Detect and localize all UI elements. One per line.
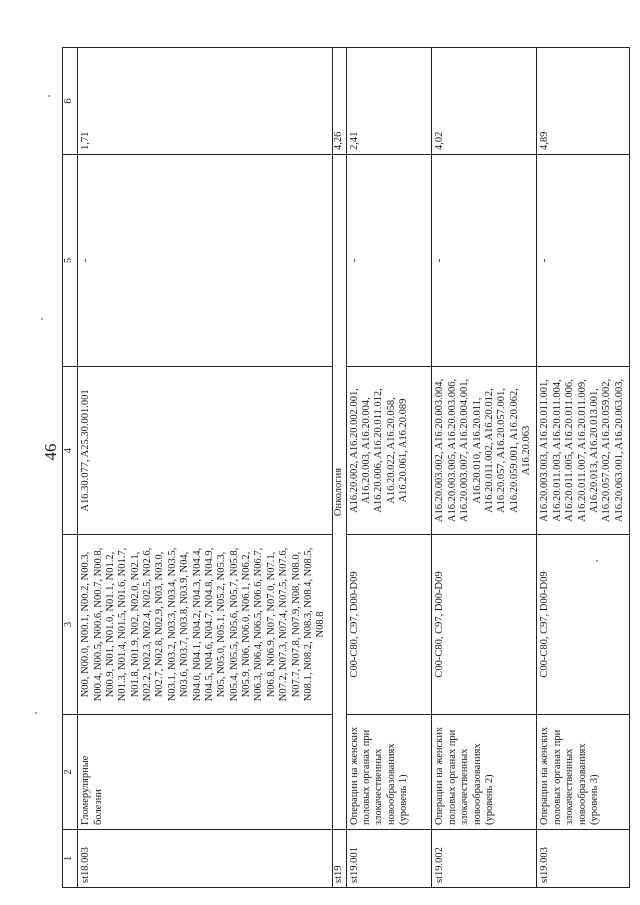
row-coefficient: 4,89	[537, 48, 630, 155]
header-col-1: 1	[63, 830, 78, 888]
row-name: Операции на женских половых органах при злокачественных новообразованиях (уровень 2)	[432, 715, 537, 830]
row-coefficient: 2,41	[346, 48, 432, 155]
header-col-3: 3	[63, 535, 78, 715]
row-coefficient: 4,02	[432, 48, 537, 155]
page-number	[40, 434, 62, 470]
row-code: st19.002	[432, 830, 537, 888]
row-col5: -	[432, 155, 537, 367]
table-row	[78, 48, 333, 888]
row-services: A16.20.003.002, A16.20.003.004, A16.20.003.005, A16.20.003.006, A16.20.003.007, A16.20.004.001, A16.20.010, A16.20.011, A16.20.011.002, A16.20.012, A16.20.057, A16.20.057.001, A16.20.059.001, A16.20.062, A16.20.063	[432, 367, 537, 535]
table-row	[432, 48, 537, 888]
row-code: st18.003	[78, 830, 333, 888]
header-col-5: 5	[63, 155, 78, 367]
rotated-table-container	[62, 48, 630, 888]
header-col-6: 6	[63, 48, 78, 155]
scan-speck	[48, 95, 50, 97]
section-row	[333, 48, 347, 888]
header-col-4: 4	[63, 367, 78, 535]
row-code: st19.001	[346, 830, 432, 888]
page-number-text: 46	[41, 443, 60, 461]
row-col5: -	[78, 155, 333, 367]
scan-speck	[35, 712, 37, 714]
row-name: Гломерулярные болезни	[78, 715, 333, 830]
row-diagnoses: C00-C80, C97, D00-D09	[346, 535, 432, 715]
header-col-2: 2	[63, 715, 78, 830]
row-services: A16.20.002, A16.20.002.001, A16.20.003, A16.20.004, A16.20.006, A16.20.011.012, A16.20.022, A16.20.058, A16.20.061, A16.20.089	[346, 367, 432, 535]
section-code: st19	[333, 830, 347, 888]
row-services: A16.20.003.003, A16.20.011.001, A16.20.011.003, A16.20.011.004, A16.20.011.005, A16.20.011.006, A16.20.011.007, A16.20.011.009, A16.20.013, A16.20.013.001, A16.20.057.002, A16.20.059.002, A16.20.063.001, A16.20.063.003,	[537, 367, 630, 535]
row-services: A16.30.077, A25.30.001.001	[78, 367, 333, 535]
row-col5: -	[346, 155, 432, 367]
tariff-table	[62, 47, 630, 888]
row-coefficient: 1,71	[78, 48, 333, 155]
scan-speck	[41, 318, 43, 320]
table-row	[537, 48, 630, 888]
row-diagnoses: C00-C80, C97, D00-D09	[432, 535, 537, 715]
header-row	[63, 48, 78, 888]
table-row	[346, 48, 432, 888]
row-code: st19.003	[537, 830, 630, 888]
scan-speck	[596, 560, 598, 562]
row-diagnoses: N00, N00.0, N00.1, N00.2, N00.3, N00.4, N00.5, N00.6, N00.7, N00.8, N00.9, N01, N01.0, N01.1, N01.2, N01.3, N01.4, N01.5, N01.6, N01.7, N01.8, N01.9, N02, N02.0, N02.1, N02.2, N02.3, N02.4, N02.5, N02.6, N02.7, N02.8, N02.9, N03, N03.0, N03.1, N03.2, N03.3, N03.4, N03.5, N03.6, N03.7, N03.8, N03.9, N04, N04.0, N04.1, N04.2, N04.3, N04.4, N04.5, N04.6, N04.7, N04.8, N04.9, N05, N05.0, N05.1, N05.2, N05.3, N05.4, N05.5, N05.6, N05.7, N05.8, N05.9, N06, N06.0, N06.1, N06.2, N06.3, N06.4, N06.5, N06.6, N06.7, N06.8, N06.9, N07, N07.0, N07.1, N07.2, N07.3, N07.4, N07.5, N07.6, N07.7, N07.8, N07.9, N08, N08.0, N08.1, N08.2, N08.3, N08.4, N08.5, N08.8	[78, 535, 333, 715]
row-name: Операции на женских половых органах при злокачественных новообразованиях (уровень 3)	[537, 715, 630, 830]
row-diagnoses: C00-C80, C97, D00-D09	[537, 535, 630, 715]
row-col5: -	[537, 155, 630, 367]
section-title: Онкология	[333, 155, 347, 830]
row-name: Операции на женских половых органах при злокачественных новообразованиях (уровень 1)	[346, 715, 432, 830]
section-coefficient: 4,26	[333, 48, 347, 155]
